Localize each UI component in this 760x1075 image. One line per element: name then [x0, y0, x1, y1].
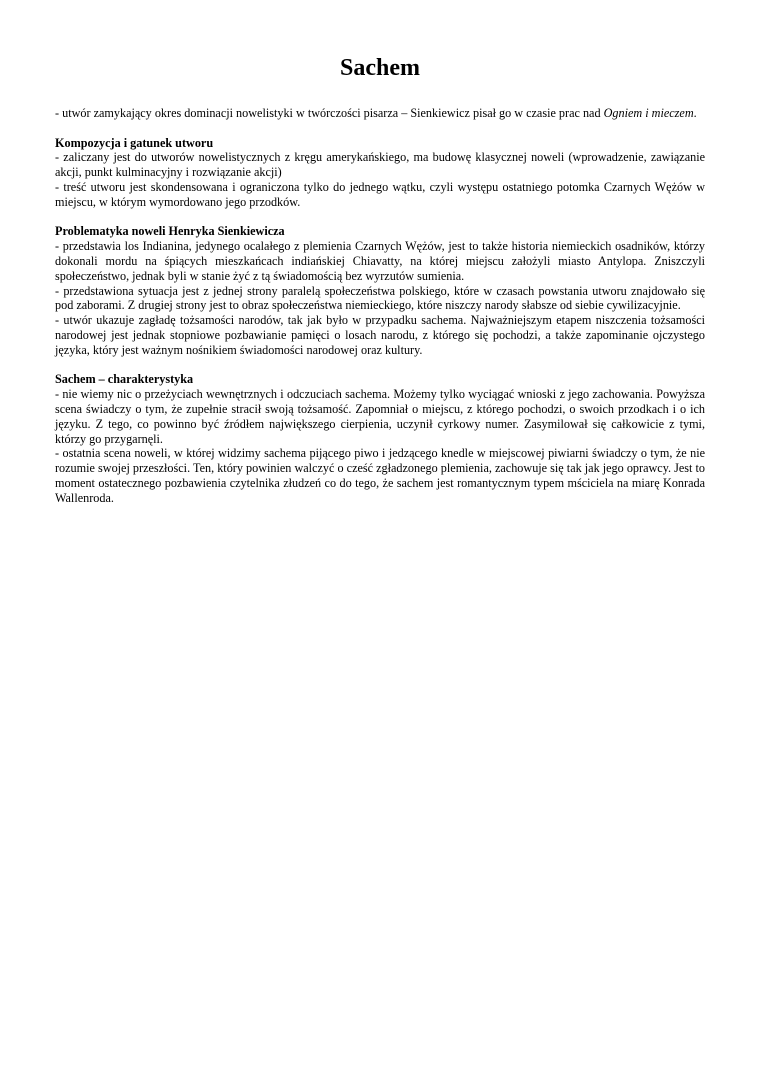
section-paragraph: - przedstawiona sytuacja jest z jednej strony paralelą społeczeństwa polskiego, które w czasach powstania utworu znajdowało się pod zaborami. Z drugiej strony jest to obraz społeczeństwa niemieckiego, które niszczy narody słabsze od siebie cywilizacyjnie. — [55, 283, 705, 313]
intro-text-before: - utwór zamykający okres dominacji nowelistyki w twórczości pisarza – Sienkiewicz pisał go w czasie prac nad — [55, 106, 604, 120]
section-heading: Kompozycja i gatunek utworu — [55, 135, 214, 150]
section-heading: Sachem – charakterystyka — [55, 372, 194, 387]
section-paragraph: - treść utworu jest skondensowana i ograniczona tylko do jednego wątku, czyli występu ostatniego potomka Czarnych Wężów w miejscu, w którym wymordowano jego przodków. — [55, 179, 705, 209]
intro-italic-title: Ogniem i mieczem — [603, 106, 694, 120]
section-paragraph: - ostatnia scena noweli, w której widzimy sachema pijącego piwo i jedzącego knedle w miejscowej piwiarni świadczy o tym, że nie rozumie swojej przeszłości. Ten, który powinien walczyć o cześć zgładzonego plemienia, zachowuje się tak jak jego oprawcy. Jest to moment ostatecznego pozbawienia czytelnika złudzeń co do tego, że sachem jest romantycznym typem mściciela na miarę Konrada Wallenroda. — [55, 446, 705, 505]
section-characteristics — [55, 372, 705, 505]
section-paragraph: - przedstawia los Indianina, jedynego ocalałego z plemienia Czarnych Wężów, jest to także historia niemieckich osadników, którzy dokonali mordu na śpiących mieszkańcach indiańskiej Chiavatty, na której miejscu założyli miasto Antylopa. Zniszczyli społeczeństwo, jednak byli w stanie żyć z tą świadomością bez wyrzutów sumienia. — [55, 239, 705, 283]
intro-paragraph — [55, 106, 705, 121]
section-paragraph: - utwór ukazuje zagładę tożsamości narodów, tak jak było w przypadku sachema. Najważniejszym etapem niszczenia tożsamości narodowej jest jednak stopniowe pozbawianie pamięci o losach narodu, z którego się pochodzi, a także zapominanie ojczystego języka, który jest ważnym nośnikiem świadomości narodowej oraz kultury. — [55, 313, 705, 357]
section-paragraph: - zaliczany jest do utworów nowelistycznych z kręgu amerykańskiego, ma budowę klasycznej noweli (wprowadzenie, zawiązanie akcji, punkt kulminacyjny i rozwiązanie akcji) — [55, 150, 705, 180]
section-heading: Problematyka noweli Henryka Sienkiewicza — [55, 224, 285, 239]
intro-text-after: . — [693, 106, 697, 120]
section-composition — [55, 136, 705, 210]
document-title: Sachem — [340, 55, 420, 81]
section-problems — [55, 224, 705, 357]
document-page — [55, 52, 705, 506]
section-paragraph: - nie wiemy nic o przeżyciach wewnętrznych i odczuciach sachema. Możemy tylko wyciągać wnioski z jego zachowania. Powyższa scena świadczy o tym, że zupełnie stracił swoją tożsamość. Zapomniał o miejscu, z którego pochodzi, o swoich przodkach i o ich języku. Z tego, co powinno być źródłem największego cierpienia, uczynił cyrkowy numer. Zasymilował się całkowicie z tymi, którzy go przygarnęli. — [55, 387, 705, 446]
